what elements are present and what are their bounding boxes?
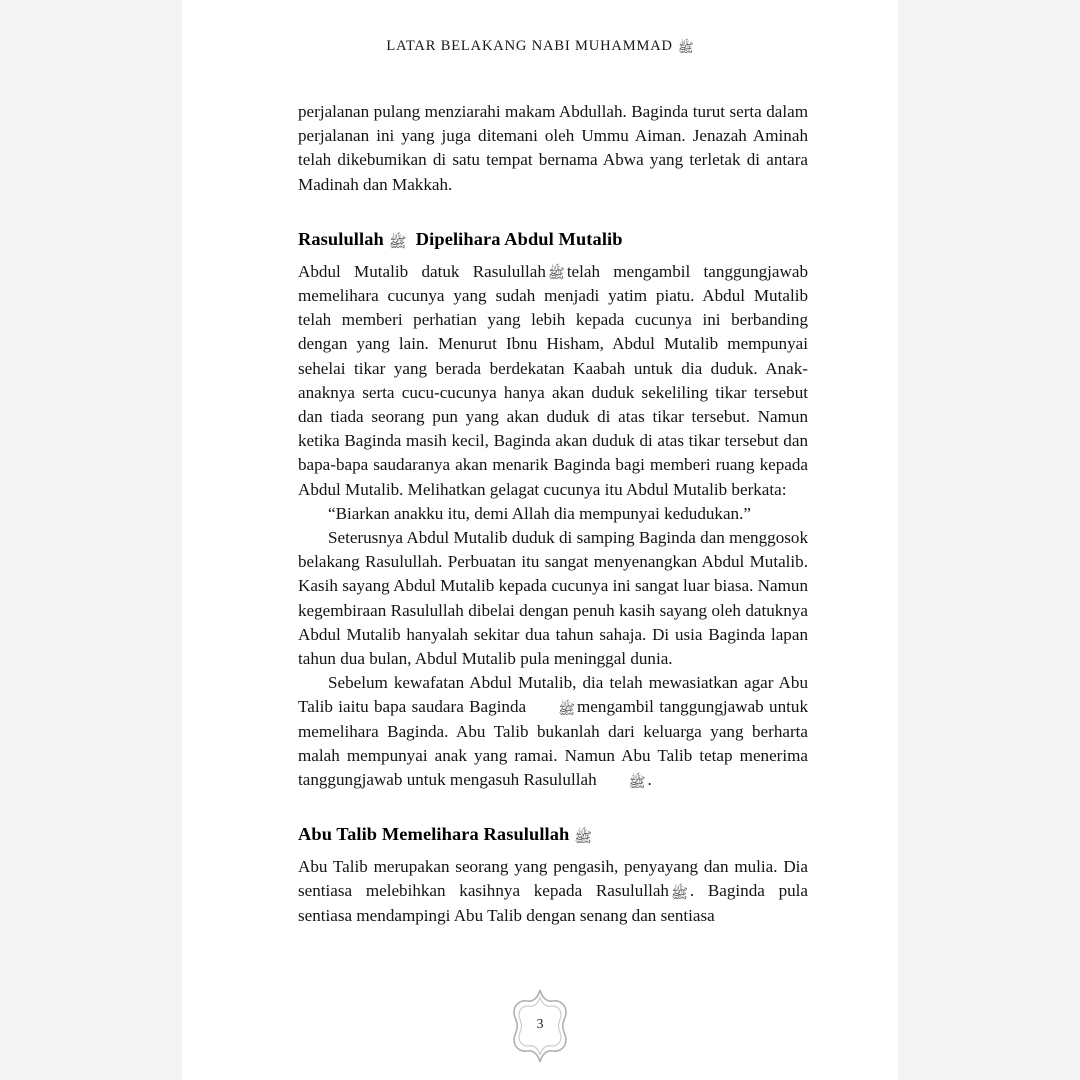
- salawat-icon: ﷺ: [574, 830, 592, 847]
- section-heading-abu-talib-memelihara: [298, 822, 808, 846]
- heading-text-part-1: Rasulullah: [298, 228, 384, 249]
- page-number: 3: [536, 1017, 544, 1032]
- salawat-icon: ﷺ: [388, 234, 407, 251]
- ogee-quatrefoil-ornament-icon: [504, 988, 576, 1064]
- salawat-icon: ﷺ: [677, 40, 694, 56]
- folio: [182, 988, 898, 1064]
- paragraph-text-part-2: . Baginda pula sentiasa mendampingi Abu Talib dengan senang dan sentiasa: [298, 881, 808, 925]
- paragraph-text-part-1: Abu Talib merupakan seorang yang pengasih, penyayang dan mulia. Dia sentiasa melebihkan kasihnya kepada Rasulullah: [298, 857, 808, 901]
- salawat-icon: ﷺ: [547, 266, 565, 283]
- paragraph-text-part-1: Abdul Mutalib datuk Rasulullah: [298, 261, 546, 281]
- heading-text-part-2: Dipelihara Abdul Mutalib: [415, 228, 623, 249]
- paragraph-abu-talib: [298, 855, 808, 928]
- running-header: [182, 38, 898, 55]
- salawat-icon: ﷺ: [558, 702, 576, 719]
- section-heading-rasulullah-dipelihara: [298, 227, 808, 251]
- salawat-icon: ﷺ: [670, 886, 688, 903]
- paragraph-sebelum-kewafatan: [298, 671, 808, 792]
- paragraph-text-part-2: mengambil tanggungjawab untuk memelihara Baginda. Abu Talib bukanlah dari keluarga yang berharta malah mempunyai anak yang ramai. Namun Abu Talib tetap menerima tanggungjawab untuk mengasuh Rasulullah: [298, 697, 808, 790]
- heading-text: Abu Talib Memelihara Rasulullah: [298, 824, 570, 845]
- salawat-icon: ﷺ: [628, 774, 646, 791]
- paragraph-text-part-3: .: [647, 770, 652, 790]
- paragraph-continuation: perjalanan pulang menziarahi makam Abdullah. Baginda turut serta dalam perjalanan ini yang juga ditemani oleh Ummu Aiman. Jenazah Aminah telah dikebumikan di satu tempat bernama Abwa yang terletak di antara Madinah dan Makkah.: [298, 102, 808, 194]
- book-page: [182, 0, 898, 1080]
- paragraph-seterusnya: Seterusnya Abdul Mutalib duduk di samping Baginda dan menggosok belakang Rasulullah. Perbuatan itu sangat menyenangkan Abdul Mutalib. Kasih sayang Abdul Mutalib kepada cucunya ini sangat luar biasa. Namun kegembiraan Rasulullah dibelai dengan penuh kasih sayang oleh datuknya Abdul Mutalib hanyalah sekitar dua tahun sahaja. Di usia Baginda lapan tahun dua bulan, Abdul Mutalib pula meninggal dunia.: [298, 528, 808, 669]
- paragraph-text-part-1: Sebelum kewafatan Abdul Mutalib, dia telah mewasiatkan agar Abu Talib iaitu bapa saudara Baginda: [298, 673, 808, 717]
- text-column: [298, 100, 808, 928]
- quotation-line: “Biarkan anakku itu, demi Allah dia mempunyai kedudukan.”: [328, 503, 751, 523]
- paragraph-abdul-mutalib: [298, 260, 808, 502]
- spacer: [298, 197, 808, 227]
- spacer: [298, 846, 808, 855]
- spacer: [298, 251, 808, 260]
- running-header-title: LATAR BELAKANG NABI MUHAMMAD: [386, 38, 673, 54]
- spacer: [298, 792, 808, 822]
- paragraph-text-part-2: telah mengambil tanggungjawab memelihara cucunya yang sudah menjadi yatim piatu. Abdul Mutalib telah memberi perhatian yang lebih kepada cucunya ini berbanding dengan yang lain. Menurut Ibnu Hisham, Abdul Mutalib mempunyai sehelai tikar yang berada berdekatan Kaabah untuk dia duduk. Anak-anaknya serta cucu-cucunya hanya akan duduk sekeliling tikar tersebut dan tiada seorang pun yang akan duduk di atas tikar tersebut. Namun ketika Baginda masih kecil, Baginda akan duduk di atas tikar tersebut dan bapa-bapa saudaranya akan menarik Baginda bagi memberi ruang kepada Abdul Mutalib. Melihatkan gelagat cucunya itu Abdul Mutalib berkata:: [298, 261, 808, 499]
